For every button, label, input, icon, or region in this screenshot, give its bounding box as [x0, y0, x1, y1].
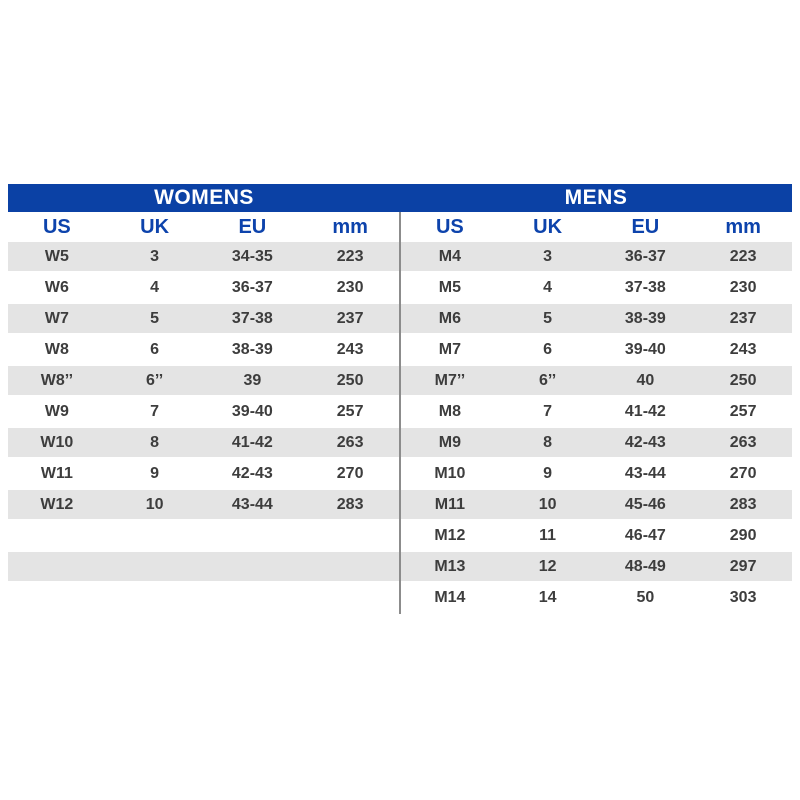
cell-mm-length: 237 [694, 303, 792, 334]
cell-uk-size: 14 [499, 582, 597, 613]
cell-eu-size: 34-35 [204, 242, 302, 272]
cell-eu-size: 39-40 [204, 396, 302, 427]
cell-us-size: M10 [401, 458, 499, 489]
mens-size-table [401, 212, 792, 614]
womens-column-header-row [8, 212, 399, 242]
womens-table-row [8, 242, 399, 272]
mens-table-row [401, 396, 792, 427]
cell-mm-length: 270 [694, 458, 792, 489]
mens-table-row [401, 334, 792, 365]
cell-us-size [8, 520, 106, 551]
cell-eu-size: 37-38 [204, 303, 302, 334]
womens-table-row [8, 520, 399, 551]
cell-mm-length: 250 [301, 365, 399, 396]
womens-table-row [8, 365, 399, 396]
cell-eu-size: 39 [204, 365, 302, 396]
cell-mm-length: 257 [694, 396, 792, 427]
cell-mm-length: 297 [694, 551, 792, 582]
cell-uk-size: 12 [499, 551, 597, 582]
cell-us-size: M7’’ [401, 365, 499, 396]
cell-mm-length: 237 [301, 303, 399, 334]
womens-table-row [8, 427, 399, 458]
cell-us-size: W11 [8, 458, 106, 489]
mens-table-row [401, 303, 792, 334]
cell-us-size: W10 [8, 427, 106, 458]
mens-table-row [401, 427, 792, 458]
cell-mm-length: 250 [694, 365, 792, 396]
cell-us-size: W12 [8, 489, 106, 520]
cell-mm-length: 223 [301, 242, 399, 272]
womens-table-row [8, 272, 399, 303]
cell-uk-size: 5 [499, 303, 597, 334]
cell-eu-size [204, 582, 302, 613]
cell-us-size: W7 [8, 303, 106, 334]
womens-table-row [8, 303, 399, 334]
mens-column-header-us: US [401, 212, 499, 242]
cell-eu-size: 39-40 [597, 334, 695, 365]
mens-table-row [401, 458, 792, 489]
cell-mm-length: 257 [301, 396, 399, 427]
womens-size-table [8, 212, 399, 614]
cell-uk-size [106, 520, 204, 551]
womens-section-title: WOMENS [154, 186, 254, 209]
cell-mm-length: 263 [694, 427, 792, 458]
cell-uk-size: 7 [106, 396, 204, 427]
womens-table-row [8, 582, 399, 613]
section-header-band [8, 184, 792, 212]
mens-section-title: MENS [564, 186, 628, 209]
cell-uk-size: 6’’ [106, 365, 204, 396]
cell-eu-size: 41-42 [204, 427, 302, 458]
cell-us-size: M7 [401, 334, 499, 365]
cell-us-size: M11 [401, 489, 499, 520]
cell-uk-size: 5 [106, 303, 204, 334]
cell-eu-size: 41-42 [597, 396, 695, 427]
cell-uk-size [106, 582, 204, 613]
cell-us-size: W5 [8, 242, 106, 272]
cell-mm-length: 230 [694, 272, 792, 303]
womens-table-row [8, 489, 399, 520]
cell-us-size: W8 [8, 334, 106, 365]
cell-uk-size: 6’’ [499, 365, 597, 396]
cell-mm-length: 230 [301, 272, 399, 303]
cell-us-size: M5 [401, 272, 499, 303]
cell-uk-size: 10 [106, 489, 204, 520]
cell-eu-size: 38-39 [597, 303, 695, 334]
cell-uk-size: 11 [499, 520, 597, 551]
cell-uk-size: 8 [499, 427, 597, 458]
cell-uk-size: 6 [106, 334, 204, 365]
cell-eu-size: 42-43 [204, 458, 302, 489]
cell-us-size: M13 [401, 551, 499, 582]
womens-column-header-us: US [8, 212, 106, 242]
cell-us-size: M4 [401, 242, 499, 272]
cell-eu-size: 43-44 [597, 458, 695, 489]
cell-eu-size [204, 520, 302, 551]
womens-table-row [8, 396, 399, 427]
cell-us-size: W9 [8, 396, 106, 427]
mens-column-header-row [401, 212, 792, 242]
womens-column-header-eu: EU [204, 212, 302, 242]
cell-us-size: M9 [401, 427, 499, 458]
cell-mm-length: 243 [301, 334, 399, 365]
mens-column-header-uk: UK [499, 212, 597, 242]
cell-us-size: M14 [401, 582, 499, 613]
cell-mm-length: 243 [694, 334, 792, 365]
mens-table-row [401, 489, 792, 520]
cell-us-size: M8 [401, 396, 499, 427]
cell-mm-length: 303 [694, 582, 792, 613]
cell-eu-size [204, 551, 302, 582]
womens-table-row [8, 334, 399, 365]
cell-eu-size: 48-49 [597, 551, 695, 582]
cell-eu-size: 46-47 [597, 520, 695, 551]
cell-us-size [8, 582, 106, 613]
cell-uk-size: 9 [106, 458, 204, 489]
womens-column-header-uk: UK [106, 212, 204, 242]
cell-mm-length [301, 520, 399, 551]
cell-eu-size: 36-37 [204, 272, 302, 303]
cell-uk-size: 3 [106, 242, 204, 272]
womens-column-header-mm: mm [301, 212, 399, 242]
cell-us-size: W8’’ [8, 365, 106, 396]
cell-uk-size: 3 [499, 242, 597, 272]
cell-eu-size: 37-38 [597, 272, 695, 303]
mens-column-header-eu: EU [597, 212, 695, 242]
cell-mm-length: 270 [301, 458, 399, 489]
cell-uk-size: 4 [499, 272, 597, 303]
mens-table-container [401, 212, 792, 614]
mens-table-row [401, 582, 792, 613]
cell-mm-length [301, 582, 399, 613]
womens-table-container [8, 212, 399, 614]
cell-mm-length: 283 [301, 489, 399, 520]
cell-us-size [8, 551, 106, 582]
cell-uk-size: 8 [106, 427, 204, 458]
cell-uk-size: 9 [499, 458, 597, 489]
mens-table-row [401, 365, 792, 396]
mens-table-row [401, 242, 792, 272]
cell-mm-length: 263 [301, 427, 399, 458]
cell-eu-size: 43-44 [204, 489, 302, 520]
mens-table-row [401, 520, 792, 551]
cell-mm-length: 223 [694, 242, 792, 272]
tables-row [8, 212, 792, 614]
mens-column-header-mm: mm [694, 212, 792, 242]
cell-us-size: M12 [401, 520, 499, 551]
cell-eu-size: 40 [597, 365, 695, 396]
cell-eu-size: 42-43 [597, 427, 695, 458]
mens-table-row [401, 272, 792, 303]
womens-table-row [8, 551, 399, 582]
cell-uk-size [106, 551, 204, 582]
cell-uk-size: 10 [499, 489, 597, 520]
cell-us-size: W6 [8, 272, 106, 303]
cell-eu-size: 45-46 [597, 489, 695, 520]
cell-eu-size: 50 [597, 582, 695, 613]
mens-table-row [401, 551, 792, 582]
cell-eu-size: 36-37 [597, 242, 695, 272]
cell-eu-size: 38-39 [204, 334, 302, 365]
cell-uk-size: 7 [499, 396, 597, 427]
shoe-size-conversion-chart [8, 184, 792, 614]
cell-mm-length: 290 [694, 520, 792, 551]
cell-us-size: M6 [401, 303, 499, 334]
cell-uk-size: 6 [499, 334, 597, 365]
cell-uk-size: 4 [106, 272, 204, 303]
cell-mm-length: 283 [694, 489, 792, 520]
cell-mm-length [301, 551, 399, 582]
womens-table-row [8, 458, 399, 489]
